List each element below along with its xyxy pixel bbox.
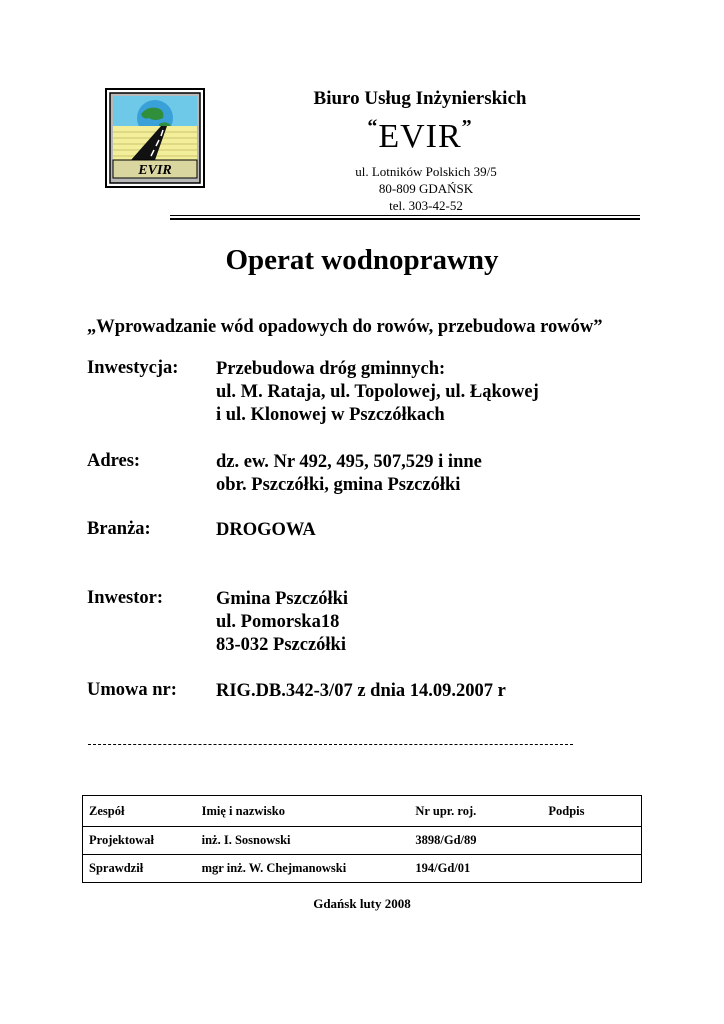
table-row bbox=[83, 827, 642, 855]
document-subject: „Wprowadzanie wód opadowych do rowów, przebudowa rowów” bbox=[87, 317, 603, 337]
inwestycja-value: Przebudowa dróg gminnych: ul. M. Rataja, ul. Topolowej, ul. Łąkowej i ul. Klonowej w Pszczółkach bbox=[216, 359, 539, 425]
company-name: Biuro Usług Inżynierskich bbox=[313, 88, 527, 109]
address-city: 80-809 GDAŃSK bbox=[378, 181, 474, 196]
header-cell-license: Nr upr. roj. bbox=[409, 796, 542, 827]
evir-logo-icon bbox=[105, 88, 205, 188]
phone-number: tel. 303-42-52 bbox=[389, 198, 463, 213]
address-street: ul. Lotników Polskich 39/5 bbox=[355, 164, 497, 179]
name-cell: mgr inż. W. Chejmanowski bbox=[196, 855, 410, 883]
inwestor-label: Inwestor: bbox=[87, 588, 164, 608]
brand-wordmark: “EVIR” bbox=[367, 116, 473, 155]
table-header-row bbox=[83, 796, 642, 827]
signature-table bbox=[82, 795, 642, 883]
umowa-value: RIG.DB.342-3/07 z dnia 14.09.2007 r bbox=[216, 681, 506, 701]
header-cell-signature: Podpis bbox=[542, 796, 641, 827]
dashed-separator bbox=[88, 744, 573, 745]
header-cell-name: Imię i nazwisko bbox=[196, 796, 410, 827]
license-cell: 194/Gd/01 bbox=[409, 855, 542, 883]
header-cell-zespol: Zespół bbox=[83, 796, 196, 827]
inwestycja-label: Inwestycja: bbox=[87, 358, 179, 378]
table-row bbox=[83, 855, 642, 883]
umowa-label: Umowa nr: bbox=[87, 680, 177, 700]
inwestor-value: Gmina Pszczółki ul. Pomorska18 83-032 Pszczółki bbox=[216, 589, 349, 655]
name-cell: inż. I. Sosnowski bbox=[196, 827, 410, 855]
license-cell: 3898/Gd/89 bbox=[409, 827, 542, 855]
header-divider bbox=[170, 215, 640, 220]
adres-label: Adres: bbox=[87, 451, 141, 471]
branza-label: Branża: bbox=[87, 519, 151, 539]
role-cell: Sprawdził bbox=[83, 855, 196, 883]
adres-value: dz. ew. Nr 492, 495, 507,529 i inne obr. Pszczółki, gmina Pszczółki bbox=[216, 452, 482, 495]
place-date-footer: Gdańsk luty 2008 bbox=[313, 896, 411, 911]
logo-wordmark: EVIR bbox=[138, 163, 172, 178]
signature-cell bbox=[542, 855, 641, 883]
role-cell: Projektował bbox=[83, 827, 196, 855]
branza-value: DROGOWA bbox=[216, 520, 316, 540]
document-title: Operat wodnoprawny bbox=[225, 244, 499, 276]
signature-cell bbox=[542, 827, 641, 855]
